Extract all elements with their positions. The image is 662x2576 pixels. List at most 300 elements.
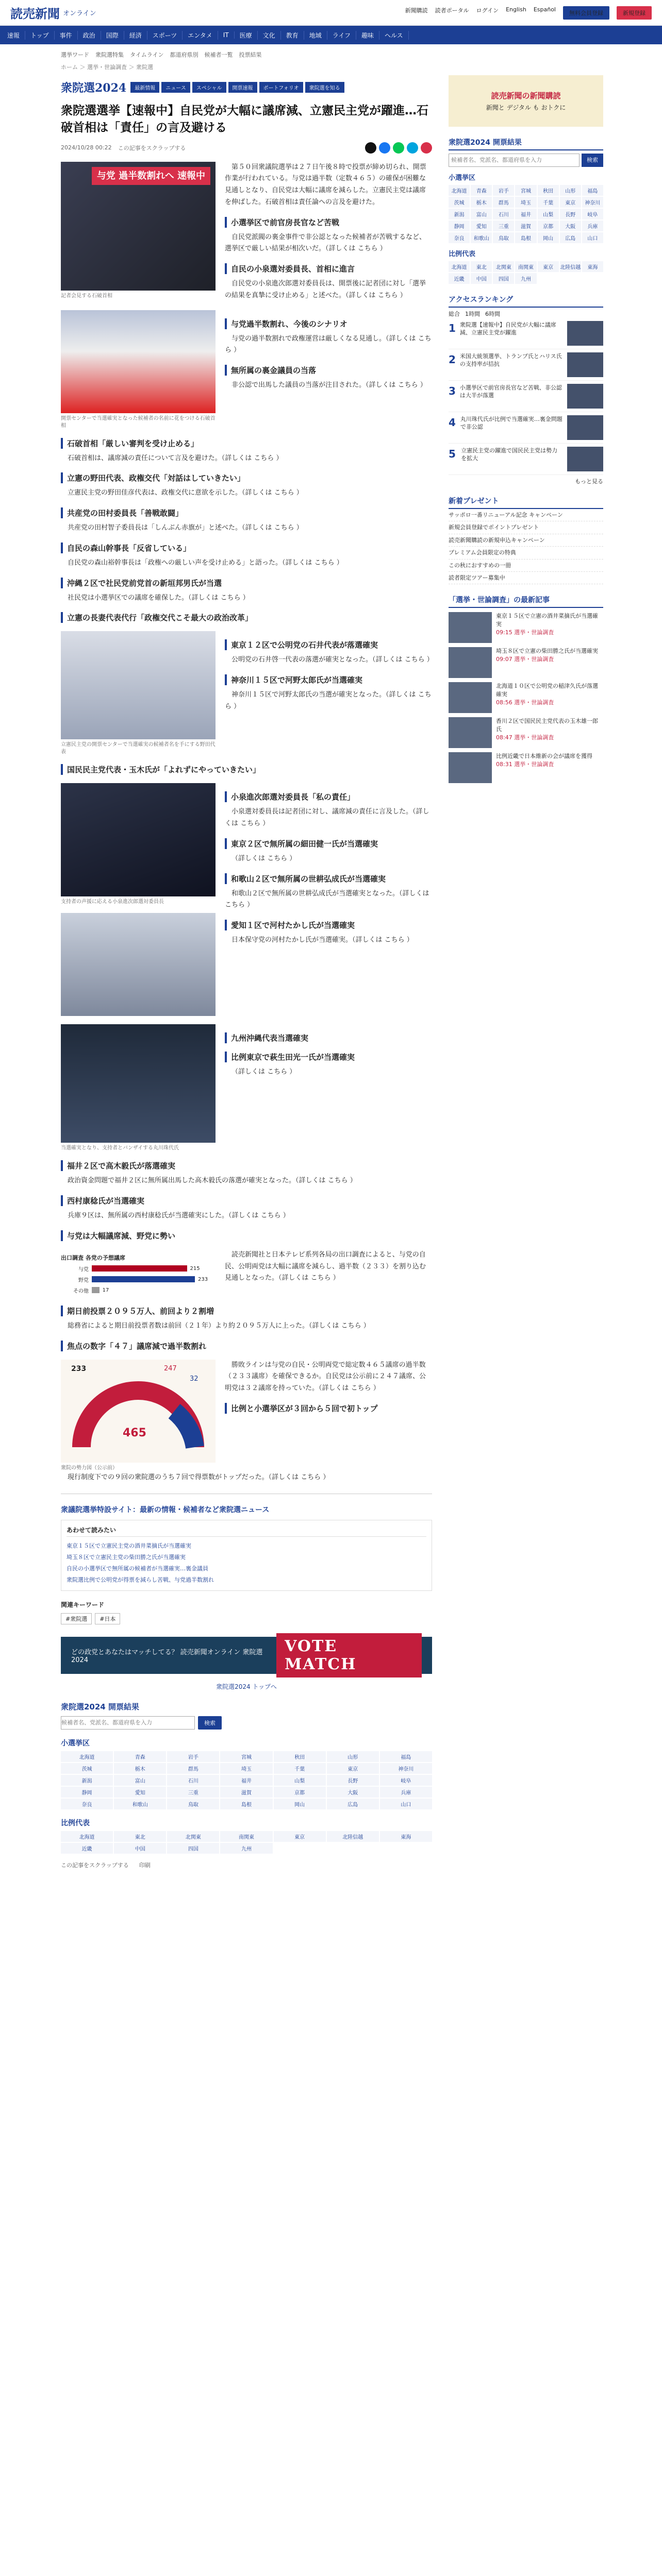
bottom-search-button[interactable]: 検索	[198, 1716, 222, 1730]
election-logo[interactable]: 衆院選2024	[61, 81, 127, 95]
block-7	[61, 1360, 432, 1472]
nav-item[interactable]: ライフ	[327, 31, 356, 40]
promo-item[interactable]	[449, 682, 603, 713]
news-item[interactable]: プレミアム会員限定の特典	[449, 547, 603, 559]
nav-item[interactable]: IT	[218, 31, 235, 39]
photo-caption: 記者会見する石破首相	[61, 293, 112, 299]
news-item[interactable]: サッポロ一番リニューアル記念 キャンペーン	[449, 509, 603, 521]
article-title: 衆院選選挙【速報中】自民党が大幅に議席減、立憲民主党が躍進…石破首相は「責任」の言及避ける	[61, 104, 428, 135]
pref-link[interactable]: 茨城	[449, 197, 470, 208]
pref-link[interactable]: 新潟	[449, 209, 470, 219]
topic-link[interactable]: 都道府県別	[170, 52, 198, 58]
nav-item[interactable]: 経済	[124, 31, 147, 40]
block-link[interactable]: 九州	[515, 273, 536, 284]
logo[interactable]	[10, 4, 96, 22]
pref-link[interactable]: 群馬	[493, 197, 514, 208]
bottom-search-input[interactable]	[61, 1716, 195, 1730]
mail-share-icon[interactable]	[421, 142, 432, 154]
pref-link[interactable]: 石川	[493, 209, 514, 219]
banner-text: どの政党とあなたはマッチしてる？ 読売新聞オンライン 衆院選2024	[71, 1649, 263, 1665]
pref-link[interactable]: 鳥取	[167, 1799, 219, 1809]
more-link[interactable]: もっと見る	[575, 478, 603, 485]
block-grid	[449, 261, 603, 284]
chart-category-label: 野党	[78, 1277, 89, 1283]
article-date: 2024/10/28 00:22	[61, 144, 112, 151]
section-text: 和歌山２区で無所属の世耕弘成氏が当選確実となった。（詳しくは こちら ）	[225, 889, 429, 909]
pref-link[interactable]: 山形	[327, 1751, 379, 1762]
block-link[interactable]: 北陸信越	[327, 1831, 379, 1842]
block-link[interactable]: 北海道	[61, 1831, 113, 1842]
ranking-thumb	[567, 321, 603, 346]
chart-category-label: その他	[73, 1288, 89, 1294]
breadcrumb[interactable]: ホーム ＞ 選挙・世論調査 ＞ 衆院選	[61, 64, 153, 71]
bottom-pr-title: 比例代表	[61, 1819, 90, 1828]
block-link[interactable]: 南関東	[220, 1831, 272, 1842]
section-heading: 与党は大幅議席減、野党に勢い	[61, 1230, 432, 1241]
section-heading: 共産党の田村委員長「善戦敢闘」	[61, 507, 432, 518]
election-tab[interactable]: 開票速報	[228, 82, 257, 93]
pref-link[interactable]: 福島	[582, 185, 603, 196]
block-link[interactable]: 東北	[471, 261, 492, 272]
promo-item[interactable]	[449, 717, 603, 748]
pref-link[interactable]: 富山	[114, 1775, 166, 1786]
side-search	[449, 154, 603, 167]
pr-title: 比例代表	[449, 250, 476, 258]
section-heading: 愛知１区で河村たかし氏が当選確実	[225, 920, 432, 930]
koizumi-photo	[61, 783, 216, 896]
block-5	[61, 1024, 432, 1152]
pref-link[interactable]: 神奈川	[380, 1763, 432, 1774]
pref-link[interactable]: 東京	[560, 197, 581, 208]
block-link[interactable]: 近畿	[61, 1843, 113, 1854]
pref-link[interactable]: 東京	[327, 1763, 379, 1774]
block-link[interactable]: 東海	[582, 261, 603, 272]
block-link[interactable]: 東海	[380, 1831, 432, 1842]
special-site-link[interactable]: 衆議院選挙特設サイト：最新の情報・候補者など衆院選ニュース	[61, 1506, 270, 1515]
pref-link[interactable]: 埼玉	[220, 1763, 272, 1774]
election-top-link[interactable]: 衆院選2024 トップへ	[216, 1683, 277, 1691]
pref-link[interactable]: 京都	[538, 221, 559, 231]
promo-headline: 香川２区で国民民主党代表の玉木雄一郎氏	[496, 718, 598, 733]
share-buttons	[365, 142, 432, 154]
photo-caption: 支持者の声援に応える小泉進次郎選対委員長	[61, 899, 164, 905]
crowd-photo	[61, 310, 216, 413]
promo-list	[449, 612, 603, 783]
ranking-thumb	[567, 352, 603, 377]
pref-link[interactable]: 三重	[167, 1787, 219, 1798]
section-heading: 東京１２区で公明党の石井代表が落選確実	[225, 639, 432, 650]
pref-link[interactable]: 福井	[515, 209, 536, 219]
section-text: 自民党の森山裕幹事長は「政権への厳しい声を受け止める」と語った。（詳しくは こちら ）	[68, 558, 343, 567]
pref-link[interactable]: 石川	[167, 1775, 219, 1786]
topic-link[interactable]: 選挙ワード	[61, 52, 89, 58]
ldp-seats: 247	[164, 1364, 177, 1372]
total-seats: 465	[123, 1426, 146, 1439]
nav-item[interactable]: ヘルス	[379, 31, 409, 40]
block-link[interactable]: 九州	[220, 1843, 272, 1854]
x-share-icon[interactable]	[365, 142, 376, 154]
brand-online: オンライン	[63, 10, 96, 18]
related-item[interactable]: 自民の小選挙区で無所属の候補者が当選確実…裏金議員	[67, 1565, 208, 1572]
pref-link[interactable]: 青森	[471, 185, 492, 196]
promo-text	[496, 717, 603, 748]
category-nav	[0, 26, 662, 44]
block-link[interactable]: 中国	[114, 1843, 166, 1854]
lead-photo	[61, 162, 216, 291]
election-tab[interactable]: ニュース	[161, 82, 190, 93]
pref-link[interactable]: 愛知	[114, 1787, 166, 1798]
pref-link[interactable]: 千葉	[538, 197, 559, 208]
signup-button[interactable]: 新規登録	[617, 6, 652, 20]
chart-value-label: 233	[198, 1276, 208, 1282]
block-link[interactable]: 南関東	[515, 261, 536, 272]
election-tab[interactable]: 衆院選を知る	[305, 82, 344, 93]
side-search-input[interactable]	[449, 154, 580, 167]
pref-link[interactable]: 滋賀	[220, 1787, 272, 1798]
promo-headline: 比例近畿で日本維新の会が議席を獲得	[496, 753, 592, 760]
promo-date: 08:47 選挙・世論調査	[496, 734, 554, 741]
section-heading: 自民の森山幹事長「反省している」	[61, 543, 432, 553]
pref-link[interactable]: 栃木	[471, 197, 492, 208]
nav-item[interactable]: 事件	[55, 31, 78, 40]
pref-link[interactable]: 山梨	[538, 209, 559, 219]
ranking-item[interactable]: 2 米国大統領選挙、トランプ氏とハリス氏の支持率が拮抗	[449, 349, 603, 381]
lead-block	[61, 162, 432, 302]
facebook-share-icon[interactable]	[379, 142, 390, 154]
pref-link[interactable]: 大阪	[560, 221, 581, 231]
pref-link[interactable]: 神奈川	[582, 197, 603, 208]
topic-link[interactable]: 衆院選特集	[95, 52, 124, 58]
sidebar	[449, 75, 603, 783]
chart-row	[61, 1276, 216, 1283]
section-heading: 小泉進次郎選対委員長「私の責任」	[225, 791, 432, 802]
ranking-thumb	[567, 384, 603, 409]
pref-link[interactable]: 山梨	[274, 1775, 326, 1786]
line-share-icon[interactable]	[393, 142, 404, 154]
section-heading: 自民の小泉選対委員長、首相に進言	[225, 263, 432, 274]
section-text: 非公認で出馬した議員の当落が注目された。（詳しくは こちら ）	[231, 381, 427, 389]
news-item[interactable]: 読者限定ツアー募集中	[449, 572, 603, 584]
print-button[interactable]: 印刷	[139, 1862, 151, 1869]
tag-list	[61, 1613, 432, 1624]
election-bar	[61, 79, 432, 95]
ranking-item[interactable]: 3 小選挙区で前官房長官など苦戦、非公認は大半が落選	[449, 381, 603, 412]
promo-text	[496, 647, 598, 678]
subscribe-banner[interactable]	[449, 75, 603, 127]
chart-bar	[92, 1287, 100, 1293]
section-text: 総務省によると期日前投票者数は前回（２１年）より約２０９５万人に上った。（詳しくは こちら ）	[68, 1321, 370, 1330]
header-link[interactable]: 読者ポータル	[435, 7, 469, 14]
pref-link[interactable]: 新潟	[61, 1775, 113, 1786]
pref-link[interactable]: 山口	[582, 232, 603, 243]
bottom-results	[61, 1701, 432, 1869]
brand-name: 読売新聞	[10, 6, 60, 21]
promo-thumb	[449, 647, 492, 678]
pref-link[interactable]: 愛知	[471, 221, 492, 231]
komei-seats: 32	[190, 1375, 198, 1383]
section-heading: 比例東京で萩生田光一氏が当選確実	[225, 1052, 432, 1062]
pref-link[interactable]: 滋賀	[515, 221, 536, 231]
pref-link[interactable]: 茨城	[61, 1763, 113, 1774]
related-box	[61, 1520, 432, 1591]
topic-link[interactable]: 候補者一覧	[204, 52, 233, 58]
section-text: 現行制度下での９回の衆院選のうち７回で得票数がトップだった。（詳しくは こちら ）	[68, 1473, 330, 1481]
section-heading: 与党過半数割れ、今後のシナリオ	[225, 318, 432, 329]
related-item[interactable]: 衆院選比例で公明党が得票を減らし苦戦、与党過半数割れ	[67, 1577, 214, 1584]
ranking-title: アクセスランキング	[449, 292, 603, 308]
ranking-tab[interactable]: 総合	[449, 311, 460, 317]
promo-item[interactable]	[449, 612, 603, 643]
nav-item[interactable]: スポーツ	[147, 31, 183, 40]
election-tab[interactable]: 最新情報	[130, 82, 159, 93]
block-3	[61, 631, 432, 756]
vote-match-logo: VOTE MATCH	[276, 1633, 422, 1677]
results-title: 衆院選2024 開票結果	[449, 135, 603, 150]
section-heading: 比例と小選挙区が３回から５回で初トップ	[225, 1403, 432, 1414]
chart-row	[61, 1265, 216, 1273]
block-link[interactable]: 東京	[538, 261, 559, 272]
pref-link[interactable]: 福井	[220, 1775, 272, 1786]
pref-link[interactable]: 和歌山	[114, 1799, 166, 1809]
pref-link[interactable]: 千葉	[274, 1763, 326, 1774]
block-4	[61, 783, 432, 1016]
block-link[interactable]: 四国	[167, 1843, 219, 1854]
news-list	[449, 509, 603, 584]
ranking-text: 丸川珠代氏が比例で当選確実…裏金問題で非公認	[460, 416, 562, 431]
section-text: 日本保守党の河村たかし氏が当選確実。（詳しくは こちら ）	[231, 936, 413, 944]
bottom-district-title: 小選挙区	[61, 1739, 90, 1748]
block-link[interactable]: 北関東	[167, 1831, 219, 1842]
news-item[interactable]: 読売新聞購読の新規申込キャンペーン	[449, 534, 603, 547]
pref-link[interactable]: 埼玉	[515, 197, 536, 208]
block-link[interactable]: 東京	[274, 1831, 326, 1842]
promo-headline: 北海道１０区で公明党の稲津久氏が落選確実	[496, 683, 598, 698]
nav-item[interactable]: 教育	[281, 31, 304, 40]
promo-thumb	[449, 717, 492, 748]
ranking-item[interactable]: 5 立憲民主党の躍進で国民民主党は勢力を拡大	[449, 444, 603, 475]
section-heading: 小選挙区で前官房長官など苦戦	[225, 217, 432, 228]
nav-item[interactable]: エンタメ	[183, 31, 218, 40]
vote-match-banner[interactable]	[61, 1637, 432, 1674]
promo-date: 09:07 選挙・世論調査	[496, 656, 554, 663]
section-heading: 和歌山２区で無所属の世耕弘成氏が当選確実	[225, 873, 432, 884]
promo-thumb	[449, 682, 492, 713]
pref-link[interactable]: 山口	[380, 1799, 432, 1809]
block-link[interactable]: 東北	[114, 1831, 166, 1842]
ranking-thumb	[567, 447, 603, 471]
chart-value-label: 17	[102, 1287, 109, 1293]
komei-arc	[174, 1411, 195, 1447]
block-link[interactable]: 北関東	[493, 261, 514, 272]
bottom-actions	[61, 1861, 432, 1869]
chart-category-label: 与党	[78, 1266, 89, 1273]
pref-link[interactable]: 京都	[274, 1787, 326, 1798]
block-2	[61, 310, 432, 430]
promo-text	[496, 682, 603, 713]
promo-headline: 東京１５区で立憲の酒井菜摘氏が当選確実	[496, 613, 598, 628]
section-heading: 西村康稔氏が当選確実	[61, 1195, 432, 1206]
block-link[interactable]: 近畿	[449, 273, 470, 284]
topic-link[interactable]: 投票結果	[239, 52, 262, 58]
election-tab[interactable]: スペシャル	[192, 82, 226, 93]
header-link[interactable]: English	[506, 6, 526, 13]
pref-link[interactable]: 広島	[327, 1799, 379, 1809]
photo-overlay: 与党 過半数割れへ 速報中	[92, 167, 210, 185]
section-text: 石破首相は、議席減の責任について言及を避けた。（詳しくは こちら ）	[68, 454, 283, 462]
pref-link[interactable]: 宮城	[220, 1751, 272, 1762]
chart-value-label: 215	[190, 1265, 200, 1272]
section-text: 与党の過半数割れで政権運営は厳しくなる見通し。（詳しくは こちら ）	[225, 334, 432, 354]
pref-link[interactable]: 群馬	[167, 1763, 219, 1774]
pref-link[interactable]: 島根	[515, 232, 536, 243]
nav-item[interactable]: 国際	[101, 31, 124, 40]
party-photo	[61, 631, 216, 739]
pref-link[interactable]: 奈良	[61, 1799, 113, 1809]
pref-link[interactable]: 長野	[327, 1775, 379, 1786]
section-text: 兵庫９区は、無所属の西村康稔氏が当選確実にした。（詳しくは こちら ）	[68, 1212, 290, 1220]
pref-link[interactable]: 岩手	[167, 1751, 219, 1762]
ranking-text: 立憲民主党の躍進で国民民主党は勢力を拡大	[461, 447, 558, 462]
nav-item[interactable]: 地域	[304, 31, 327, 40]
photo-caption: 立憲民主党の開票センターで当選確実の候補者名を手にする野田代表	[61, 742, 216, 755]
photo-caption: 開票センターで当選確実となった候補者の名前に花をつける石破首相	[61, 415, 216, 429]
tag[interactable]: #日本	[95, 1613, 120, 1624]
block-link[interactable]: 北海道	[449, 261, 470, 272]
ranking-tab[interactable]: 1時間	[465, 311, 480, 317]
related-item[interactable]: 東京１５区で立憲民主党の酒井菜摘氏が当選確実	[67, 1543, 191, 1550]
header-link[interactable]: Español	[533, 6, 556, 13]
photo-caption: 当選確実となり、支持者とバンザイする丸川珠代氏	[61, 1145, 179, 1151]
nav-item[interactable]: 文化	[258, 31, 281, 40]
promo-headline: 埼玉８区で立憲の柴田勝之氏が当選確実	[496, 648, 598, 655]
section-text: 読売新聞社と日本テレビ系列各局の出口調査によると、与党の自民、公明両党は大幅に議席を減らし、過半数（２３３）を割り込む見通しとなった。（詳しくは こちら ）	[225, 1250, 426, 1282]
nav-item[interactable]: トップ	[25, 31, 55, 40]
pref-link[interactable]: 岡山	[538, 232, 559, 243]
pref-link[interactable]: 奈良	[449, 232, 470, 243]
pref-link[interactable]: 兵庫	[582, 221, 603, 231]
pref-link[interactable]: 兵庫	[380, 1787, 432, 1798]
pref-link[interactable]: 大阪	[327, 1787, 379, 1798]
pref-link[interactable]: 長野	[560, 209, 581, 219]
ranking-tab[interactable]: 6時間	[485, 311, 500, 317]
keyword-title: 関連キーワード	[61, 1601, 105, 1609]
lead-text: 第５０回衆議院選挙は２７日午後８時で投票が締め切られ、開票作業が行われている。与党は過半数（定数４６５）の確保が困難な見通しとなり、自民党は大幅に議席を減らした。立憲民主党は議席を伸ばした。石破首相は責任論への言及を避けた。	[225, 163, 426, 206]
pref-link[interactable]: 静岡	[61, 1787, 113, 1798]
promo-thumb	[449, 752, 492, 783]
section-text: 政治資金問題で福井２区に無所属出馬した高木毅氏の落選が確実となった。（詳しくは こちら ）	[68, 1177, 357, 1185]
nav-item[interactable]: 政治	[78, 31, 101, 40]
pref-link[interactable]: 岐阜	[380, 1775, 432, 1786]
header-links	[405, 6, 652, 20]
pref-link[interactable]: 青森	[114, 1751, 166, 1762]
pref-link[interactable]: 秋田	[538, 185, 559, 196]
news-item[interactable]: この秋におすすめの一冊	[449, 560, 603, 572]
subscribe-title: 読売新聞の新聞購読	[491, 91, 561, 100]
section-text: （詳しくは こちら ）	[231, 854, 296, 862]
pref-link[interactable]: 富山	[471, 209, 492, 219]
register-button[interactable]: 無料会員登録	[563, 6, 609, 20]
section-text: 公明党の石井啓一代表の落選が確実となった。（詳しくは こちら ）	[231, 656, 434, 664]
pref-link[interactable]: 岡山	[274, 1799, 326, 1809]
ranking-item[interactable]: 1 衆院選【速報中】自民党が大幅に議席減、立憲民主党が躍進	[449, 318, 603, 349]
pref-link[interactable]: 宮城	[515, 185, 536, 196]
section-heading: 九州沖縄代表当選確実	[225, 1032, 432, 1043]
block-link[interactable]: 北陸信越	[560, 261, 581, 272]
pref-grid	[449, 185, 603, 243]
pref-link[interactable]: 広島	[560, 232, 581, 243]
seat-figure	[61, 1360, 216, 1463]
header-link[interactable]: 新聞購読	[405, 7, 428, 14]
pref-link[interactable]: 岩手	[493, 185, 514, 196]
article-meta	[61, 142, 432, 154]
nav-item[interactable]: 趣味	[356, 31, 379, 40]
chart-row	[61, 1286, 216, 1294]
ranking-tabs	[449, 310, 603, 318]
pref-link[interactable]: 山形	[560, 185, 581, 196]
promo-text	[496, 612, 603, 643]
promo-item[interactable]	[449, 647, 603, 678]
pref-link[interactable]: 静岡	[449, 221, 470, 231]
scrap-button[interactable]: この記事をスクラップする	[118, 144, 186, 151]
side-search-button[interactable]: 検索	[582, 154, 603, 167]
site-header	[0, 0, 662, 26]
district-title: 小選挙区	[449, 174, 476, 182]
section-heading: 期日前投票２０９５万人、前回より２割増	[61, 1306, 432, 1316]
related-item[interactable]: 埼玉８区で立憲民主党の柴田勝之氏が当選確実	[67, 1554, 186, 1561]
pref-link[interactable]: 北海道	[61, 1751, 113, 1762]
nav-item[interactable]: 医療	[235, 31, 258, 40]
topic-link[interactable]: タイムライン	[130, 52, 164, 58]
section-heading: 立憲の長妻代表代行「政権交代こそ最大の政治改革」	[61, 612, 432, 623]
pref-link[interactable]: 鳥取	[493, 232, 514, 243]
pref-link[interactable]: 栃木	[114, 1763, 166, 1774]
pref-link[interactable]: 北海道	[449, 185, 470, 196]
hatena-share-icon[interactable]	[407, 142, 418, 154]
section-text: （詳しくは こちら ）	[231, 1068, 296, 1076]
pref-link[interactable]: 秋田	[274, 1751, 326, 1762]
section-heading: 無所属の裏金議員の当落	[225, 365, 432, 376]
chart-title: 出口調査 各党の予想議席	[61, 1254, 125, 1261]
promo-date: 08:31 選挙・世論調査	[496, 761, 554, 768]
pref-link[interactable]: 福島	[380, 1751, 432, 1762]
bottom-block-grid	[61, 1831, 432, 1854]
section-text: 神奈川１５区で河野太郎氏の当選が確実となった。（詳しくは こちら ）	[225, 691, 432, 710]
section-heading: 国民民主党代表・玉木氏が「よれずにやっていきたい」	[61, 764, 432, 775]
ranking-item[interactable]: 4 丸川珠代氏が比例で当選確実…裏金問題で非公認	[449, 412, 603, 444]
block-6	[61, 1249, 432, 1297]
pref-link[interactable]: 三重	[493, 221, 514, 231]
pref-link[interactable]: 島根	[220, 1799, 272, 1809]
ranking-list	[449, 318, 603, 475]
nav-item[interactable]: 速報	[2, 31, 25, 40]
promo-text	[496, 752, 592, 783]
block-link[interactable]: 四国	[493, 273, 514, 284]
header-link[interactable]: ログイン	[476, 7, 499, 14]
bottom-scrap-button[interactable]: この記事をスクラップする	[61, 1862, 129, 1869]
section-heading: 東京２区で無所属の細田健一氏が当選確実	[225, 838, 432, 849]
tag[interactable]: #衆院選	[61, 1613, 92, 1624]
news-item[interactable]: 新規会員登録でポイントプレゼント	[449, 521, 603, 534]
section-heading: 立憲の野田代表、政権交代「対話はしていきたい」	[61, 472, 432, 483]
promo-item[interactable]	[449, 752, 603, 783]
section-heading: 石破首相「厳しい審判を受け止める」	[61, 438, 432, 449]
pref-link[interactable]: 和歌山	[471, 232, 492, 243]
related-title: あわせて読みたい	[67, 1526, 426, 1537]
election-tab[interactable]: ポートフォリオ	[259, 82, 303, 93]
section-text: 社民党は小選挙区での議席を確保した。（詳しくは こちら ）	[68, 594, 250, 602]
block-link[interactable]: 中国	[471, 273, 492, 284]
pref-link[interactable]: 岐阜	[582, 209, 603, 219]
